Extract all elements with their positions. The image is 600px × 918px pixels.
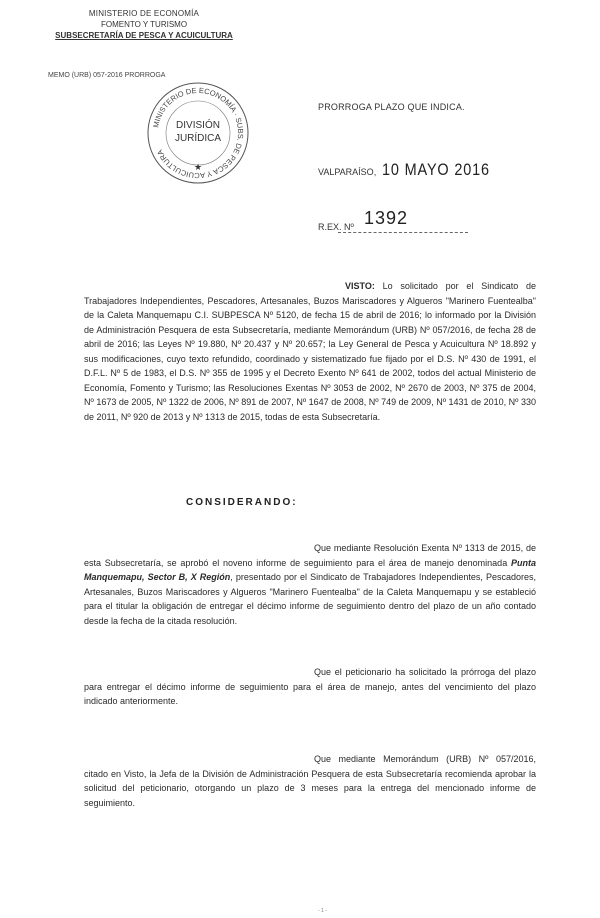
considerando-paragraph-1 xyxy=(84,541,536,628)
place-label: VALPARAÍSO, xyxy=(318,167,377,177)
considerando-paragraph-2: Que el peticionario ha solicitado la prórroga del plazo para entregar el décimo informe de seguimiento para el área de manejo, antes del vencimiento del plazo indicado anteriormente. xyxy=(84,667,536,706)
ministry-name: MINISTERIO DE ECONOMÍA xyxy=(88,9,200,18)
memo-reference: MEMO (URB) 057-2016 PRORROGA xyxy=(48,72,166,79)
visto-paragraph xyxy=(84,279,536,424)
paragraph1-text-b: , presentado por el Sindicato de Trabajadores Independientes, Pescadores, Artesanales, Buzos Mariscadores y Algueros "Marinero Fuentealba" de la Caleta Manquemapu y se estableció para el titular la obligación de entregar el décimo informe de seguimiento dentro del plazo de un año contado desde la fecha de la citada resolución. xyxy=(84,572,536,626)
stamp-center-line1: DIVISIÓN xyxy=(176,120,220,131)
stamp-ring-text: MINISTERIO DE ECONOMÍA · SUBS. DE PESCA Y ACUICULTURA xyxy=(151,85,246,181)
resolution-label: R.EX. Nº xyxy=(318,222,354,232)
considerando-title: CONSIDERANDO: xyxy=(186,497,298,508)
page-footer: - 1 - xyxy=(318,908,327,914)
ministry-branch: FOMENTO Y TURISMO xyxy=(100,20,188,29)
considerando-paragraph-3: Que mediante Memorándum (URB) Nº 057/2016, citado en Visto, la Jefa de la División de Administración Pesquera de esta Subsecretaría recomienda aprobar la solicitud del peticionario, otorgando un plazo de 3 meses para la entrega del mencionado informe de seguimiento. xyxy=(84,754,536,808)
visto-label: VISTO: xyxy=(345,281,375,291)
division-stamp xyxy=(143,78,253,188)
document-subject: PRORROGA PLAZO QUE INDICA. xyxy=(318,102,465,112)
visto-text: Lo solicitado por el Sindicato de Trabajadores Independientes, Pescadores, Artesanales, Buzos Mariscadores y Algueros "Marinero Fuentealba" de la Caleta Manquemapu C.I. SUBPESCA Nº 5120, de fecha 15 de abril de 2016; lo informado por la División de Administración Pesquera de esta Subsecretaría, mediante Memorándum (URB) Nº 057/2016, de fecha 28 de abril de 2016; las Leyes Nº 19.880, Nº 20.437 y Nº 20.657; la Ley General de Pesca y Acuicultura Nº 18.892 y sus modificaciones, cuyo texto refundido, coordinado y sistematizado fue fijado por el D.S. Nº 430 de 1991, el D.F.L. Nº 5 de 1983, el D.S. Nº 355 de 1995 y el Decreto Exento Nº 641 de 2002, todos del actual Ministerio de Economía, Fomento y Turismo; las Resoluciones Exentas Nº 3053 de 2002, Nº 2670 de 2003, Nº 375 de 2004, Nº 1673 de 2005, Nº 1322 de 2006, Nº 891 de 2007, Nº 1647 de 2008, Nº 749 de 2009, Nº 1431 de 2010, Nº 330 de 2011, Nº 920 de 2013 y Nº 1313 de 2015, todas de esta Subsecretaría. xyxy=(84,281,536,422)
paragraph1-text-a: Que mediante Resolución Exenta Nº 1313 de 2015, de esta Subsecretaría, se aprobó el noveno informe de seguimiento para el área de manejo denominada xyxy=(84,543,536,568)
area-name: Punta Manquemapu, Sector B, X Región xyxy=(84,557,536,582)
stamp-center-line2: JURÍDICA xyxy=(174,133,222,144)
star-icon: ★ xyxy=(193,162,203,172)
document-date: 10 MAYO 2016 xyxy=(382,160,490,179)
ministry-header xyxy=(44,8,244,41)
subsecretary-name: SUBSECRETARÍA DE PESCA Y ACUICULTURA xyxy=(55,31,233,40)
resolution-number: 1392 xyxy=(364,208,409,228)
resolution-underline xyxy=(338,232,468,233)
